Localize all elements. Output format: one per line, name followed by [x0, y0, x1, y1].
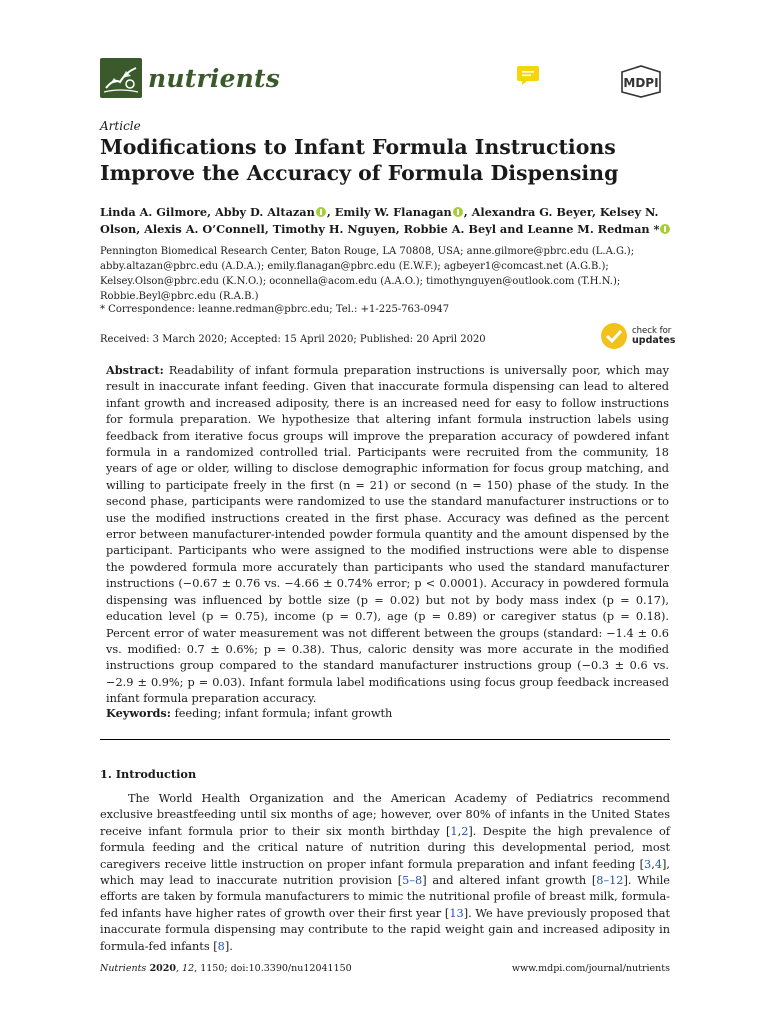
introduction-paragraph: The World Health Organization and the American Academy of Pediatrics recommend exclusive breastfeeding until six months of age; however, over 80% of infants in the United States receive infant formula prior to their six month birthday [1,2]. Despite the high prevalence of formula feeding and the critical nature of nutrition during this developmental period, most caregivers receive little instruction on proper infant formula preparation and infant feeding [3,4], which may lead to inaccurate nutrition provision [5–8] and altered infant growth [8–12]. While efforts are taken by formula manufacturers to mimic the nutritional profile of breast milk, formula-fed infants have higher rates of growth over their first year [13]. We have previously proposed that inaccurate formula dispensing may contribute to the rapid weight gain and increased adiposity in formula-fed infants [8].: [100, 792, 671, 953]
section-divider: [100, 739, 670, 740]
article-type: Article: [100, 119, 141, 133]
article-title: Modifications to Infant Formula Instructions Improve the Accuracy of Formula Dispensing: [100, 135, 619, 185]
reference-link[interactable]: 8–12: [596, 874, 624, 888]
reference-link[interactable]: 5–8: [402, 874, 423, 888]
mdpi-logo-icon[interactable]: [612, 64, 670, 98]
citation: Nutrients 2020, 12, 1150; doi:10.3390/nu12041150: [100, 963, 352, 974]
journal-url[interactable]: www.mdpi.com/journal/nutrients: [511, 963, 670, 974]
orcid-icon[interactable]: [453, 207, 463, 217]
reference-link[interactable]: 1: [450, 824, 458, 838]
reference-link[interactable]: 13: [449, 906, 464, 920]
check-updates-line1: check for: [632, 325, 672, 336]
abstract-label: Abstract:: [106, 363, 164, 377]
check-for-updates-button[interactable]: [600, 322, 675, 350]
comment-icon[interactable]: [517, 66, 539, 85]
author-name: Timothy H. Nguyen: [272, 222, 396, 236]
abstract: [106, 362, 669, 708]
orcid-icon[interactable]: [660, 224, 670, 234]
nutrients-logo-icon: [100, 58, 142, 98]
orcid-icon[interactable]: [316, 207, 326, 217]
correspondence: * Correspondence: leanne.redman@pbrc.edu; Tel.: +1-225-763-0947: [100, 304, 450, 315]
author-name: Alexis A. O’Connell: [144, 222, 265, 236]
reference-link[interactable]: 8: [217, 939, 225, 953]
author-name: Alexandra G. Beyer: [471, 205, 592, 219]
author-name: Abby D. Altazan: [214, 205, 315, 219]
author-name: Linda A. Gilmore: [100, 205, 208, 219]
keywords-label: Keywords:: [106, 706, 171, 720]
author-name: Kelsey N. Olson: [100, 205, 659, 236]
journal-name: nutrients: [148, 63, 281, 93]
affiliation: Pennington Biomedical Research Center, Baton Rouge, LA 70808, USA; anne.gilmore@pbrc.edu (L.A.G.); abby.altazan@pbrc.edu (A.D.A.); emily.flanagan@pbrc.edu (E.W.F.); agbeyer1@comcast.net (A.G.B.); Kelsey.Olson@pbrc.edu (K.N.O.); oconnella@acom.edu (A.A.O.); timothynguyen@outlook.com (T.H.N.); Robbie.Beyl@pbrc.edu (R.A.B.): [100, 246, 635, 302]
author-name: Emily W. Flanagan: [334, 205, 452, 219]
abstract-text: Readability of infant formula preparation instructions is universally poor, which may result in inaccurate infant feeding. Given that inaccurate formula dispensing can lead to altered infant growth and increased adiposity, there is an increased need for easy to follow instructions for formula preparation. We hypothesize that altering infant formula instruction labels using feedback from iterative focus groups will improve the preparation accuracy of powdered infant formula in a randomized controlled trial. Participants were recruited from the community, 18 years of age or older, willing to disclose demographic information for focus group matching, and willing to participate freely in the first (n = 21) or second (n = 150) phase of the study. In the second phase, participants were randomized to use the standard manufacturer instructions or to use the modified instructions created in the first phase. Accuracy was defined as the percent error between manufacturer-intended powder formula quantity and the amount dispensed by the participant. Participants who were assigned to the modified instructions were able to dispense the powdered formula more accurately than participants who used the standard manufacturer instructions (−0.67 ± 0.76 vs. −4.66 ± 0.74% error; p < 0.0001). Accuracy in powdered formula dispensing was influenced by bottle size (p = 0.02) but not by body mass index (p = 0.17), education level (p = 0.75), income (p = 0.7), age (p = 0.89) or caregiver status (p = 0.18). Percent error of water measurement was not different between the groups (standard: −1.4 ± 0.6 vs. modified: 0.7 ± 0.6%; p = 0.38). Thus, caloric density was more accurate in the modified instructions group compared to the standard manufacturer instructions group (−0.3 ± 0.6 vs.−2.9 ± 0.9%; p = 0.03). Infant formula label modifications using focus group feedback increased infant formula preparation accuracy.: [106, 364, 669, 706]
publication-dates: Received: 3 March 2020; Accepted: 15 April 2020; Published: 20 April 2020: [100, 334, 486, 345]
author-list: Linda A. Gilmore, Abby D. Altazan , Emily W. Flanagan , Alexandra G. Beyer, Kelsey N. Olson, Alexis A. O’Connell, Timothy H. Nguyen, Robbie A. Beyl and Leanne M. Redman *: [100, 204, 680, 238]
introduction-heading: 1. Introduction: [100, 767, 197, 781]
keywords-text: feeding; infant formula; infant growth: [174, 707, 393, 720]
check-updates-icon: [600, 322, 628, 350]
check-updates-line2: updates: [632, 334, 676, 346]
author-name: Leanne M. Redman *: [527, 222, 660, 236]
page-footer: [100, 963, 670, 974]
reference-link[interactable]: 2: [461, 824, 469, 838]
author-name: Robbie A. Beyl: [403, 222, 496, 236]
journal-logo[interactable]: [100, 58, 280, 98]
reference-link[interactable]: 4: [654, 857, 662, 871]
publisher-name: MDPI: [623, 76, 659, 90]
reference-link[interactable]: 3: [644, 857, 652, 871]
keywords: [106, 706, 392, 720]
